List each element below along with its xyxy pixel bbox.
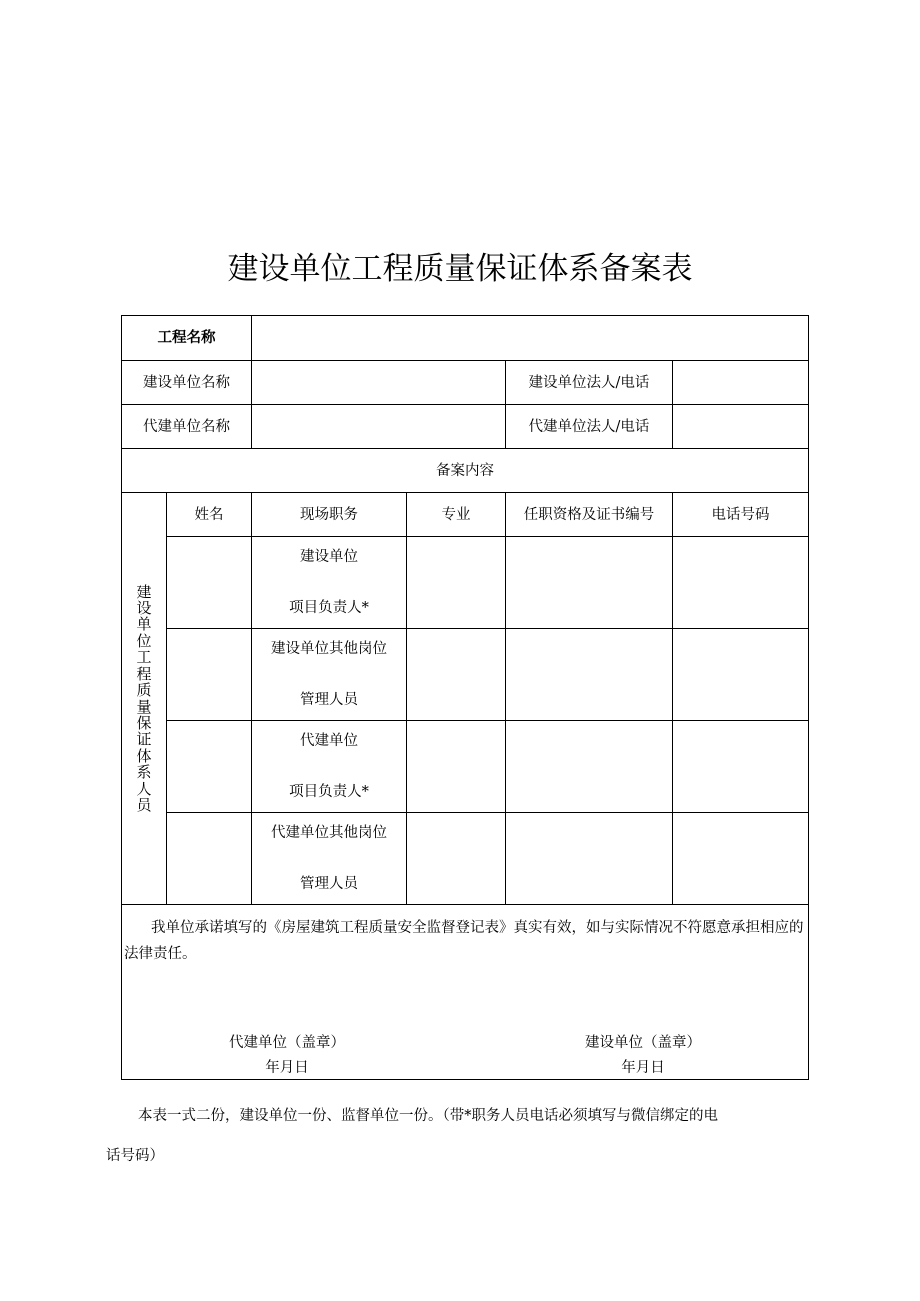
form-title: 建设单位工程质量保证体系备案表 (227, 251, 693, 287)
agent-legal-label: 代建单位法人/电话 (506, 405, 673, 449)
personnel-vertical-label-cell (122, 493, 167, 905)
agent-name-field[interactable] (252, 405, 506, 449)
role-line1: 代建单位其他岗位 (271, 825, 387, 841)
personnel-row (122, 537, 809, 629)
role-cell (252, 813, 407, 905)
record-section-label: 备案内容 (122, 449, 809, 493)
pledge-text: 我单位承诺填写的《房屋建筑工程质量安全监督登记表》真实有效，如与实际情况不符愿意承担相应的法律责任。 (124, 920, 804, 962)
footnote-line2: 话号码） (106, 1148, 164, 1164)
builder-legal-label: 建设单位法人/电话 (506, 361, 673, 405)
header-qualification: 任职资格及证书编号 (506, 493, 673, 537)
header-phone: 电话号码 (673, 493, 809, 537)
role-line2: 管理人员 (300, 692, 358, 708)
role-line1: 建设单位其他岗位 (271, 641, 387, 657)
footnote-line1: 本表一式二份，建设单位一份、监督单位一份。（带*职务人员电话必须填写与微信绑定的电 (138, 1108, 718, 1124)
record-section-row (122, 449, 809, 493)
person-name-field[interactable] (167, 721, 252, 813)
agent-seal-block (212, 1032, 362, 1079)
person-name-field[interactable] (167, 813, 252, 905)
specialty-field[interactable] (407, 629, 506, 721)
builder-row (122, 361, 809, 405)
role-line2: 项目负责人* (289, 600, 369, 616)
header-specialty: 专业 (407, 493, 506, 537)
role-line2: 项目负责人* (289, 784, 369, 800)
person-name-field[interactable] (167, 629, 252, 721)
pledge-cell (122, 905, 809, 1080)
agent-seal-label: 代建单位（盖章） (229, 1035, 345, 1051)
person-name-field[interactable] (167, 537, 252, 629)
builder-name-label: 建设单位名称 (122, 361, 252, 405)
specialty-field[interactable] (407, 721, 506, 813)
agent-row (122, 405, 809, 449)
builder-name-field[interactable] (252, 361, 506, 405)
phone-field[interactable] (673, 813, 809, 905)
personnel-row (122, 629, 809, 721)
personnel-vertical-label: 建设单位工程质量保证体系人员 (136, 582, 152, 814)
header-name: 姓名 (167, 493, 252, 537)
personnel-row (122, 813, 809, 905)
specialty-field[interactable] (407, 537, 506, 629)
role-line1: 建设单位 (300, 549, 358, 565)
project-name-label: 工程名称 (122, 316, 252, 361)
agent-legal-field[interactable] (673, 405, 809, 449)
qualification-field[interactable] (506, 813, 673, 905)
personnel-row (122, 721, 809, 813)
footnote (106, 1096, 786, 1176)
qualification-field[interactable] (506, 721, 673, 813)
role-cell (252, 721, 407, 813)
builder-seal-label: 建设单位（盖章） (585, 1035, 701, 1051)
phone-field[interactable] (673, 537, 809, 629)
agent-seal-date: 年月日 (265, 1060, 309, 1076)
role-cell (252, 537, 407, 629)
phone-field[interactable] (673, 629, 809, 721)
role-line1: 代建单位 (300, 733, 358, 749)
project-name-row (122, 316, 809, 361)
role-line2: 管理人员 (300, 876, 358, 892)
phone-field[interactable] (673, 721, 809, 813)
builder-seal-block (568, 1032, 718, 1079)
personnel-header-row (122, 493, 809, 537)
pledge-row (122, 905, 809, 1080)
specialty-field[interactable] (407, 813, 506, 905)
header-position: 现场职务 (252, 493, 407, 537)
role-cell (252, 629, 407, 721)
record-form-table (121, 315, 809, 1080)
builder-legal-field[interactable] (673, 361, 809, 405)
agent-name-label: 代建单位名称 (122, 405, 252, 449)
builder-seal-date: 年月日 (621, 1060, 665, 1076)
project-name-field[interactable] (252, 316, 809, 361)
qualification-field[interactable] (506, 537, 673, 629)
qualification-field[interactable] (506, 629, 673, 721)
